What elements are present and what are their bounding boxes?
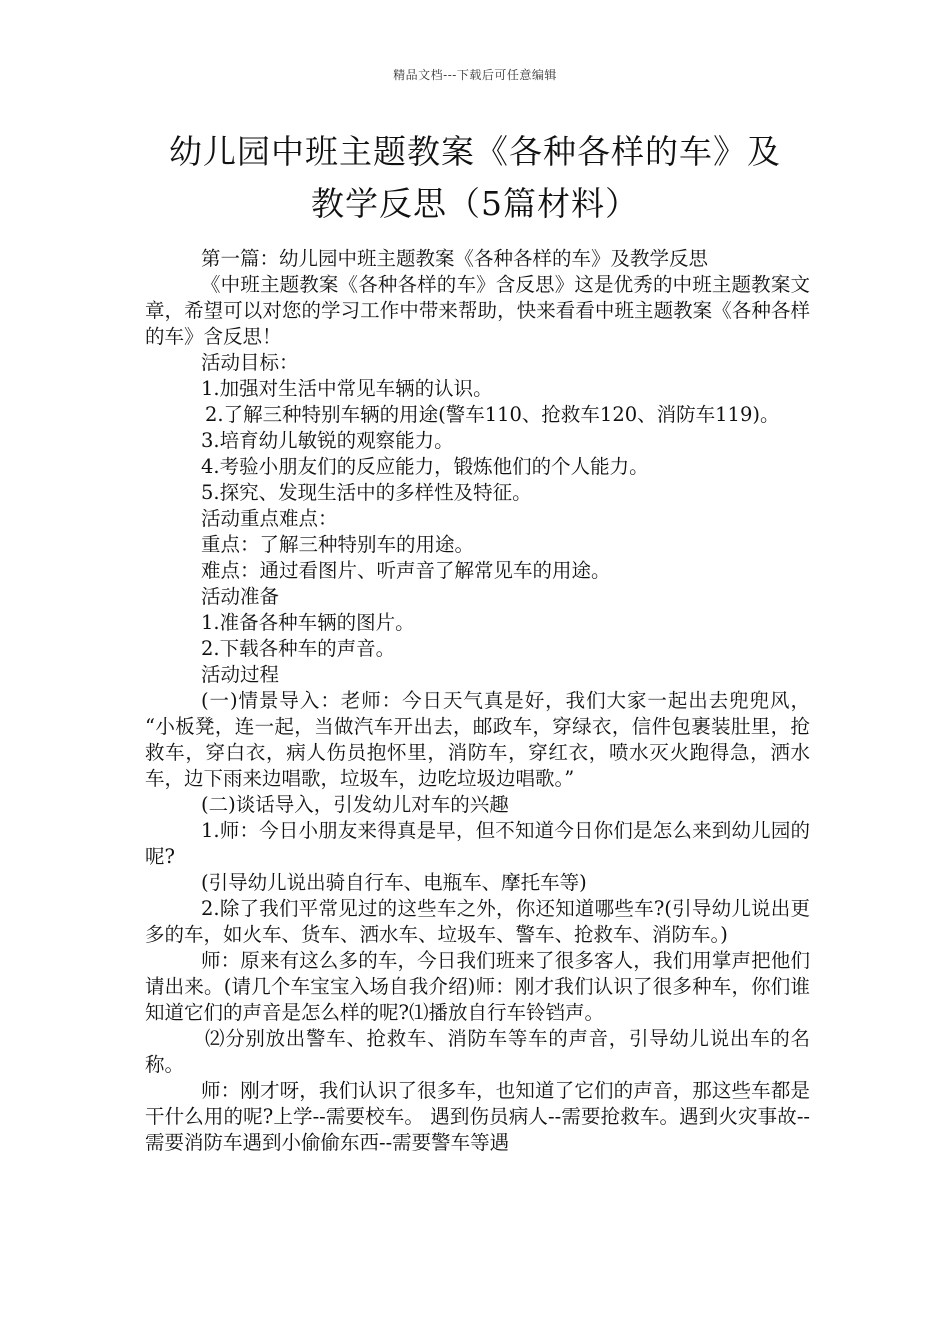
paragraph: (引导幼儿说出骑自行车、电瓶车、摩托车等) xyxy=(201,871,587,894)
paragraph: 重点：了解三种特别车的用途。 xyxy=(201,533,475,556)
header-note: 精品文档---下载后可任意编辑 xyxy=(393,68,557,82)
document-body xyxy=(145,246,810,1156)
paragraph: 2.了解三种特别车辆的用途(警车110、抢救车120、消防车119)。 xyxy=(205,403,780,426)
paragraph: ⑵分别放出警车、抢救车、消防车等车的声音，引导幼儿说出车的名称。 xyxy=(145,1027,810,1076)
paragraph: 师：原来有这么多的车，今日我们班来了很多客人，我们用掌声把他们请出来。(请几个车宝宝入场自我介绍)师：刚才我们认识了很多种车，你们谁知道它们的声音是怎么样的呢?⑴播放自行车铃铛声。 xyxy=(145,949,810,1024)
paragraph: 2.除了我们平常见过的这些车之外，你还知道哪些车?(引导幼儿说出更多的车，如火车、货车、洒水车、垃圾车、警车、抢救车、消防车。) xyxy=(145,897,810,946)
paragraph: 活动目标： xyxy=(201,351,299,374)
paragraph: (二)谈话导入，引发幼儿对车的兴趣 xyxy=(201,793,509,816)
paragraph: 活动重点难点： xyxy=(201,507,338,530)
paragraph: 4.考验小朋友们的反应能力，锻炼他们的个人能力。 xyxy=(201,455,649,478)
paragraph: 1.准备各种车辆的图片。 xyxy=(201,611,415,634)
paragraph: 第一篇：幼儿园中班主题教案《各种各样的车》及教学反思 xyxy=(201,247,709,270)
document-title xyxy=(100,126,850,230)
paragraph: 活动准备 xyxy=(201,585,280,608)
paragraph: 难点：通过看图片、听声音了解常见车的用途。 xyxy=(201,559,611,582)
paragraph: 1.师：今日小朋友来得真是早，但不知道今日你们是怎么来到幼儿园的呢? xyxy=(145,819,810,868)
paragraph: 5.探究、发现生活中的多样性及特征。 xyxy=(201,481,532,504)
title-line-1: 幼儿园中班主题教案《各种各样的车》及 xyxy=(169,132,781,171)
title-line-2: 教学反思（5篇材料） xyxy=(311,184,639,223)
paragraph: 师：刚才呀，我们认识了很多车，也知道了它们的声音，那这些车都是干什么用的呢?上学--需要校车。 遇到伤员病人--需要抢救车。遇到火灾事故--需要消防车遇到小偷偷东西--需要警车等遇 xyxy=(145,1079,810,1154)
paragraph: 《中班主题教案《各种各样的车》含反思》这是优秀的中班主题教案文章，希望可以对您的学习工作中带来帮助，快来看看中班主题教案《各种各样的车》含反思！ xyxy=(145,273,810,348)
paragraph: (一)情景导入：老师：今日天气真是好，我们大家一起出去兜兜风， “小板凳，连一起，当做汽车开出去，邮政车，穿绿衣，信件包裹装肚里，抢救车，穿白衣，病人伤员抱怀里，消防车，穿红衣，喷水灭火跑得急，洒水车，边下雨来边唱歌，垃圾车，边吃垃圾边唱歌。” xyxy=(145,689,810,790)
paragraph: 活动过程 xyxy=(201,663,280,686)
paragraph: 3.培育幼儿敏锐的观察能力。 xyxy=(201,429,454,452)
paragraph: 1.加强对生活中常见车辆的认识。 xyxy=(201,377,493,400)
paragraph: 2.下载各种车的声音。 xyxy=(201,637,396,660)
